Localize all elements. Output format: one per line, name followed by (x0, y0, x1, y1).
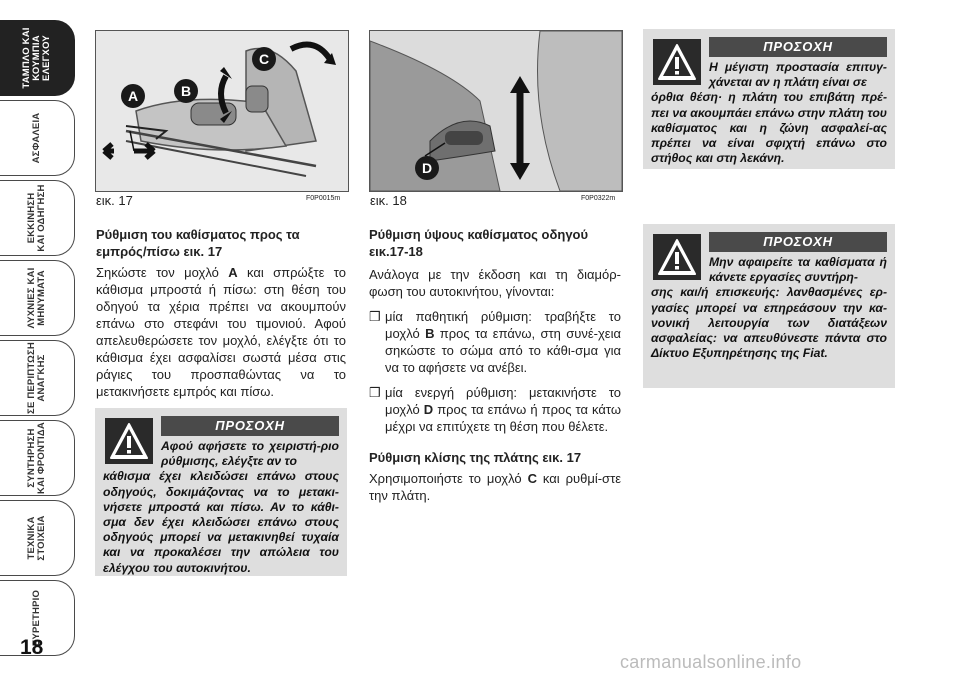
page-number: 18 (20, 636, 44, 659)
body-paragraph: Ανάλογα με την έκδοση και τη διαμόρ-φωση του αυτοκινήτου, γίνονται: (369, 267, 621, 299)
tab-label: ΕΚΚΙΝΗΣΗ ΚΑΙ ΟΔΗΓΗΣΗ (26, 184, 47, 252)
section-heading: Ρύθμιση ύψους καθίσματος οδηγού εικ.17-18 (369, 227, 589, 259)
tab-starting-driving[interactable] (0, 180, 80, 256)
tab-label: ΣΕ ΠΕΡΙΠΤΩΣΗ ΑΝΑΓΚΗΣ (26, 342, 47, 414)
warning-text-first: Μην αφαιρείτε τα καθίσματα ή κάνετε εργασίες συντήρη- (709, 255, 887, 285)
list-item (369, 308, 621, 376)
seat-illustration (96, 31, 348, 191)
tab-label: ΛΥΧΝΙΕΣ ΚΑΙ ΜΗΝΥΜΑΤΑ (26, 267, 47, 329)
lever-ref: C (527, 471, 537, 486)
text-run: προς τα επάνω, στη συνέ-χεια σηκώστε το σώμα από το κάθι-σμα για να το αφήσετε να ανέβει. (385, 326, 622, 375)
warning-triangle-icon (653, 234, 701, 280)
warning-title: ΠΡΟΣΟΧΗ (161, 416, 339, 436)
section-heading: Ρύθμιση του καθίσματος προς τα εμπρός/πίσω εικ. 17 (96, 227, 300, 259)
tab-technical-data[interactable] (0, 500, 80, 576)
text-run: Σηκώστε τον μοχλό (96, 265, 229, 280)
callout-d: D (421, 160, 433, 176)
tab-label: ΣΥΝΤΗΡΗΣΗ ΚΑΙ ΦΡΟΝΤΙΔΑ (26, 422, 47, 494)
body-paragraph (369, 470, 621, 504)
figure-code: F0P0322m (581, 195, 616, 202)
figure-caption: εικ. 17 (96, 193, 133, 208)
warning-triangle-icon (105, 418, 153, 464)
text-run: και σπρώξτε το κάθισμα μπροστά ή πίσω: στη θέση του οδηγού τα χέρια πρέπει να ακουμπούν επάνω στο στεφάνι του τιμονιού. Αφού απελευθερώσετε τον μοχλό, ελέγξτε ότι το κάθισμα έχει ασφαλίσει σωστά μέσα στις ράγιες του προσπαθώντας να το μετακινήσετε εμπρός και πίσω. (96, 265, 346, 399)
warning-box (643, 29, 895, 169)
warning-text-rest: κάθισμα έχει κλειδώσει επάνω στους οδηγούς, δοκιμάζοντας να το μετακι-νήσετε μπροστά και πίσω. Αν το κάθι-σμα δεν έχει κλειδώσει επάνω στους οδηγούς μπορεί να μετακινηθεί τυχαία και να προκαλέσει την απώλεια του ελέγχου του αυτοκινήτου. (103, 469, 339, 575)
tab-label: ΕΥΡΕΤΗΡΙΟ (31, 589, 42, 647)
tab-label: ΤΕΧΝΙΚΑ ΣΤΟΙΧΕΙΑ (26, 515, 47, 561)
tab-warning-lights[interactable] (0, 260, 80, 336)
watermark: carmanualsonline.info (620, 652, 802, 672)
lever-ref: B (425, 326, 435, 341)
tab-emergency[interactable] (0, 340, 80, 416)
section-heading: Ρύθμιση κλίσης της πλάτης εικ. 17 (369, 450, 582, 465)
tab-label: ΤΑΜΠΛΟ ΚΑΙ ΚΟΥΜΠΙΑ ΕΛΕΓΧΟΥ (21, 27, 52, 89)
lever-ref: A (228, 265, 238, 280)
text-run: μία ενεργή ρύθμιση: μετακινήστε το μοχλό (385, 385, 621, 417)
warning-text-rest: σης και/ή επισκευής: λανθασμένες ερ-γασίες μπορεί να επηρεάσουν την κα-νονική λειτουργία των διατάξεων ασφαλείας: να απευθύνεστε πάντα στο Δίκτυο Εξυπηρέτησης της Fiat. (651, 285, 887, 361)
tab-maintenance[interactable] (0, 420, 80, 496)
warning-box (95, 408, 347, 576)
warning-text-first: Η μέγιστη προστασία επιτυγ-χάνεται αν η πλάτη είναι σε (709, 60, 887, 90)
figure-caption: εικ. 18 (370, 193, 407, 208)
bullet-marker: ❒ (369, 385, 381, 400)
text-run: Χρησιμοποιήστε το μοχλό (369, 471, 528, 486)
body-paragraph (96, 264, 346, 400)
column-2 (369, 226, 621, 512)
warning-triangle-icon (653, 39, 701, 85)
seat-side-illustration (370, 31, 622, 191)
warning-text-rest: όρθια θέση· η πλάτη του επιβάτη πρέ-πει να ακουμπάει επάνω στην πλάτη του καθίσματος και η ζώνη ασφαλεί-ας πρέπει να είναι σφιχτή επάνω στο στήθος και στη λεκάνη. (651, 90, 887, 166)
callout-c: C (258, 51, 270, 67)
warning-title: ΠΡΟΣΟΧΗ (709, 37, 887, 57)
tab-label: ΑΣΦΑΛΕΙΑ (31, 112, 42, 164)
text-run: και ρυθμί-στε την πλάτη. (369, 471, 621, 503)
lever-ref: D (423, 402, 434, 417)
bullet-marker: ❒ (369, 309, 381, 324)
figure-17 (95, 30, 349, 192)
text-run: μία παθητική ρύθμιση: τραβήξτε το μοχλό (385, 309, 621, 341)
figure-code: F0P0015m (306, 195, 341, 202)
tab-dashboard-controls[interactable] (0, 20, 80, 96)
callout-a: A (127, 88, 139, 104)
list-item (369, 384, 621, 435)
figure-18 (369, 30, 623, 192)
callout-b: B (180, 83, 192, 99)
warning-title: ΠΡΟΣΟΧΗ (709, 232, 887, 252)
warning-box (643, 224, 895, 388)
section-sidebar (0, 20, 80, 660)
warning-text-first: Αφού αφήσετε το χειριστή-ριο ρύθμισης, ελέγξτε αν το (161, 439, 339, 469)
column-1 (96, 226, 346, 408)
text-run: προς τα επάνω ή προς τα κάτω μέχρι να επιτύχετε τη θέση που θέλετε. (385, 402, 621, 434)
tab-safety[interactable] (0, 100, 80, 176)
